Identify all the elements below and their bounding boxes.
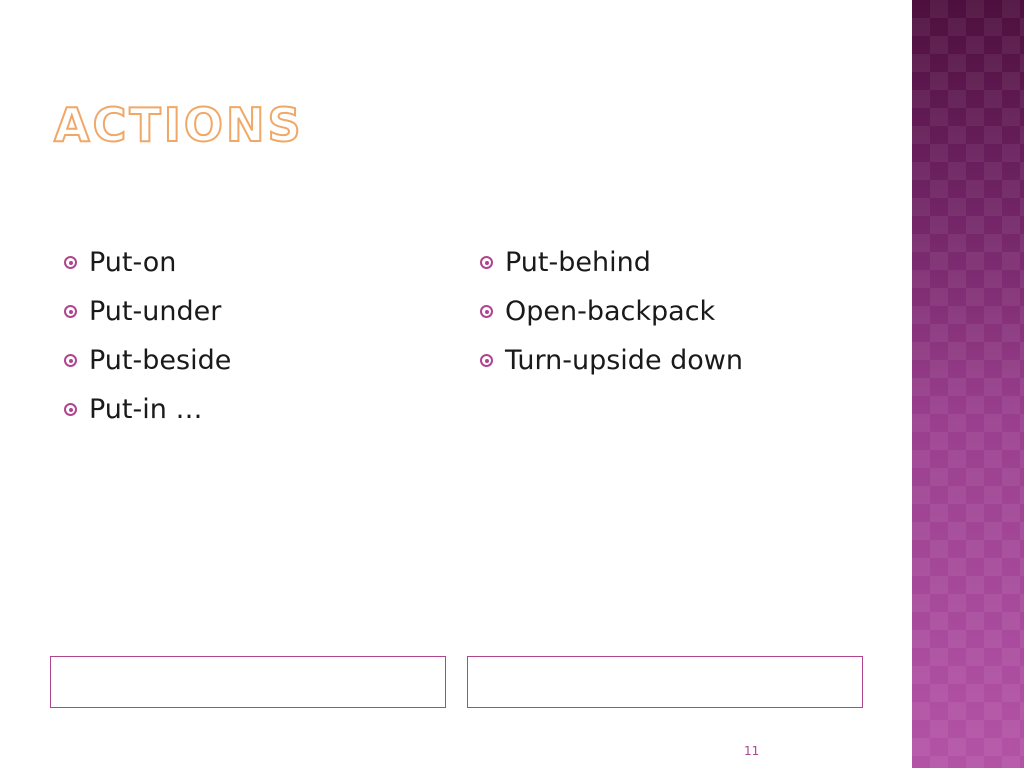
circle-dot-bullet-icon [64,256,77,269]
decorative-side-band [912,0,1024,768]
bullet-text: Put-beside [89,345,232,376]
bullet-text: Put-in … [89,394,203,425]
bullet-text: Put-on [89,247,177,278]
footer-placeholder-left [50,656,446,708]
bullet-text: Turn-upside down [505,345,743,376]
bullet-item [480,238,743,287]
left-bullet-list [64,238,231,434]
bullet-item [64,238,231,287]
bullet-item [480,287,743,336]
bullet-item [480,336,743,385]
footer-placeholder-right [467,656,863,708]
bullet-item [64,336,231,385]
bullet-item [64,287,231,336]
circle-dot-bullet-icon [480,305,493,318]
circle-dot-bullet-icon [480,256,493,269]
bullet-text: Open-backpack [505,296,716,327]
circle-dot-bullet-icon [480,354,493,367]
page-number: 11 [744,744,760,758]
circle-dot-bullet-icon [64,305,77,318]
bullet-text: Put-behind [505,247,651,278]
bullet-item [64,385,231,434]
slide-title: ACTIONS [54,98,304,152]
right-bullet-list [480,238,743,385]
circle-dot-bullet-icon [64,403,77,416]
circle-dot-bullet-icon [64,354,77,367]
bullet-text: Put-under [89,296,222,327]
